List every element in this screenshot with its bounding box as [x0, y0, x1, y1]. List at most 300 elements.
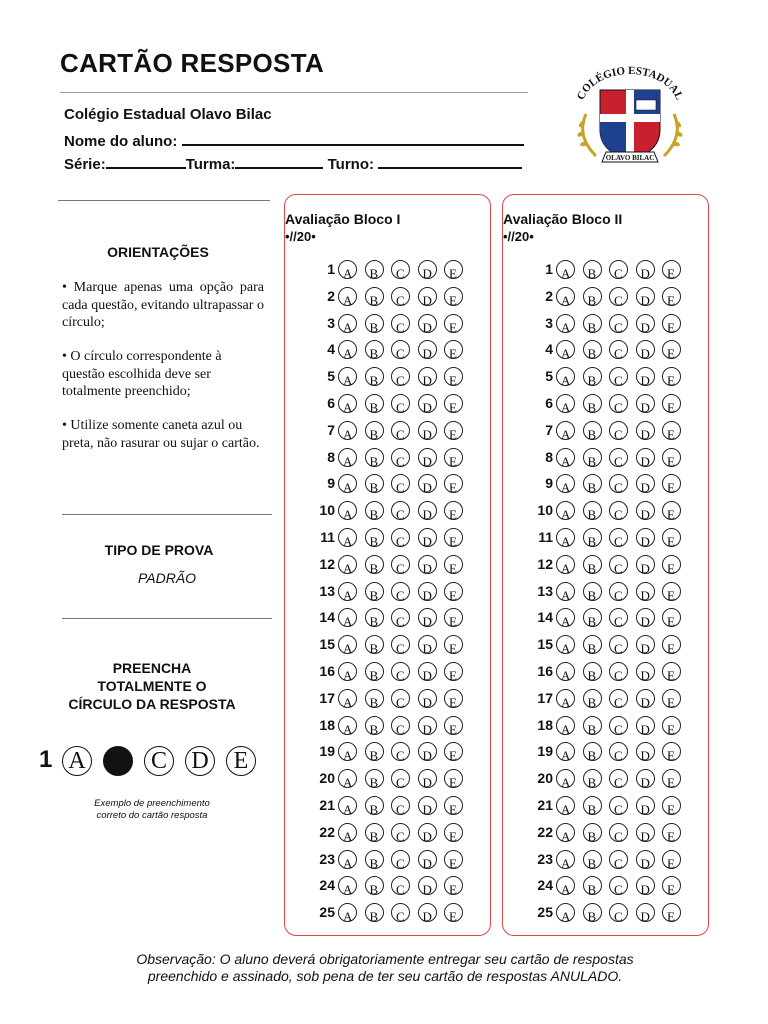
answer-bubble-c[interactable]: C: [391, 716, 410, 735]
answer-bubble-c[interactable]: C: [391, 823, 410, 842]
question-number: 2: [327, 287, 335, 304]
answer-bubble-e[interactable]: E: [662, 501, 681, 520]
answer-bubble-b[interactable]: B: [365, 474, 384, 493]
answer-bubble-e[interactable]: E: [444, 555, 463, 574]
answer-bubble-e[interactable]: E: [444, 689, 463, 708]
answer-bubble-b[interactable]: B: [583, 796, 602, 815]
answer-bubble-e[interactable]: E: [444, 823, 463, 842]
answer-bubble-d[interactable]: D: [418, 769, 437, 788]
answer-bubble-e[interactable]: E: [662, 287, 681, 306]
answer-bubble-e[interactable]: E: [444, 876, 463, 895]
answer-bubble-d[interactable]: D: [636, 555, 655, 574]
answer-bubble-c[interactable]: C: [391, 796, 410, 815]
answer-bubble-e[interactable]: E: [662, 474, 681, 493]
answer-bubble-b[interactable]: B: [583, 876, 602, 895]
answer-bubble-c[interactable]: C: [391, 421, 410, 440]
answer-bubble-b[interactable]: B: [365, 903, 384, 922]
answer-bubble-c[interactable]: C: [609, 823, 628, 842]
answer-bubble-a[interactable]: A: [338, 421, 357, 440]
question-row: [503, 847, 703, 871]
block-title: Avaliação Bloco I: [285, 211, 401, 227]
answer-bubble-c[interactable]: C: [391, 635, 410, 654]
question-row: [285, 391, 485, 415]
orientations-heading: ORIENTAÇÕES: [107, 244, 209, 260]
answer-bubble-c[interactable]: C: [391, 689, 410, 708]
answer-bubble-c[interactable]: C: [391, 769, 410, 788]
question-number: 13: [319, 582, 335, 599]
answer-bubble-b[interactable]: B: [583, 314, 602, 333]
answer-bubble-c[interactable]: C: [609, 608, 628, 627]
answer-bubble-a[interactable]: A: [556, 474, 575, 493]
answer-bubble-e[interactable]: E: [662, 367, 681, 386]
answer-bubble-d[interactable]: D: [418, 716, 437, 735]
answer-bubble-e[interactable]: E: [444, 769, 463, 788]
answer-bubble-e[interactable]: E: [444, 582, 463, 601]
answer-bubble-d[interactable]: D: [636, 421, 655, 440]
exam-type-heading: TIPO DE PROVA: [104, 542, 214, 558]
answer-bubble-d[interactable]: D: [418, 448, 437, 467]
answer-bubble-b[interactable]: B: [365, 608, 384, 627]
answer-bubble-b[interactable]: B: [365, 716, 384, 735]
answer-bubble-a[interactable]: A: [556, 689, 575, 708]
answer-bubble-a[interactable]: A: [556, 367, 575, 386]
answer-bubble-b[interactable]: B: [583, 689, 602, 708]
answer-bubble-d[interactable]: D: [418, 689, 437, 708]
answer-bubble-b[interactable]: B: [365, 501, 384, 520]
answer-bubble-b[interactable]: B: [365, 340, 384, 359]
answer-bubble-e[interactable]: E: [662, 260, 681, 279]
answer-bubble-b[interactable]: B: [583, 742, 602, 761]
answer-bubble-a[interactable]: A: [556, 260, 575, 279]
answer-bubble-c[interactable]: C: [609, 287, 628, 306]
answer-bubble-d[interactable]: D: [636, 340, 655, 359]
answer-bubble-b[interactable]: B: [365, 582, 384, 601]
answer-bubble-c[interactable]: C: [391, 662, 410, 681]
answer-bubble-e[interactable]: E: [444, 340, 463, 359]
answer-bubble-e[interactable]: E: [444, 287, 463, 306]
answer-bubble-a[interactable]: A: [556, 823, 575, 842]
answer-bubble-b[interactable]: B: [365, 823, 384, 842]
answer-bubble-d[interactable]: D: [418, 823, 437, 842]
answer-bubble-a[interactable]: A: [338, 394, 357, 413]
answer-bubble-c[interactable]: C: [391, 340, 410, 359]
answer-bubble-e[interactable]: E: [662, 716, 681, 735]
answer-bubble-a[interactable]: A: [338, 608, 357, 627]
answer-bubble-e[interactable]: E: [662, 394, 681, 413]
answer-bubble-c[interactable]: C: [609, 742, 628, 761]
answer-bubble-b[interactable]: B: [583, 608, 602, 627]
answer-bubble-d[interactable]: D: [636, 448, 655, 467]
answer-bubble-e[interactable]: E: [444, 260, 463, 279]
answer-bubble-b[interactable]: B: [365, 796, 384, 815]
answer-bubble-a[interactable]: A: [338, 742, 357, 761]
answer-bubble-c[interactable]: C: [609, 796, 628, 815]
answer-bubble-d[interactable]: D: [418, 367, 437, 386]
answer-bubble-d[interactable]: D: [636, 716, 655, 735]
answer-bubble-b[interactable]: B: [583, 555, 602, 574]
answer-bubble-b[interactable]: B: [365, 394, 384, 413]
answer-bubble-b[interactable]: B: [365, 742, 384, 761]
answer-bubble-c[interactable]: C: [609, 340, 628, 359]
answer-bubble-d[interactable]: D: [418, 742, 437, 761]
serie-field[interactable]: [106, 153, 186, 169]
answer-bubble-b[interactable]: B: [365, 662, 384, 681]
answer-bubble-d[interactable]: D: [636, 823, 655, 842]
answer-bubble-c[interactable]: C: [609, 850, 628, 869]
answer-bubble-a[interactable]: A: [338, 555, 357, 574]
answer-bubble-e[interactable]: E: [662, 528, 681, 547]
divider: [62, 618, 272, 619]
answer-bubble-e[interactable]: E: [444, 367, 463, 386]
answer-bubble-e[interactable]: E: [444, 608, 463, 627]
answer-bubble-e[interactable]: E: [662, 340, 681, 359]
answer-bubble-b[interactable]: B: [365, 876, 384, 895]
answer-bubble-d[interactable]: D: [636, 260, 655, 279]
answer-bubble-c[interactable]: C: [609, 662, 628, 681]
answer-bubble-d[interactable]: D: [418, 260, 437, 279]
answer-bubble-c[interactable]: C: [391, 367, 410, 386]
answer-bubble-b[interactable]: B: [365, 287, 384, 306]
question-row: [285, 793, 485, 817]
answer-bubble-a[interactable]: A: [556, 903, 575, 922]
answer-bubble-b[interactable]: B: [583, 501, 602, 520]
answer-bubble-a[interactable]: A: [556, 662, 575, 681]
answer-bubble-e[interactable]: E: [662, 689, 681, 708]
question-number: 12: [319, 555, 335, 572]
answer-bubble-c[interactable]: C: [609, 903, 628, 922]
answer-bubble-c[interactable]: C: [391, 608, 410, 627]
answer-bubble-e[interactable]: E: [662, 823, 681, 842]
answer-bubble-e[interactable]: E: [662, 314, 681, 333]
answer-bubble-a[interactable]: A: [338, 501, 357, 520]
answer-bubble-d[interactable]: D: [636, 635, 655, 654]
question-number: 8: [327, 448, 335, 465]
student-name-field[interactable]: [182, 130, 524, 146]
answer-bubble-a[interactable]: A: [556, 850, 575, 869]
answer-bubble-d[interactable]: D: [418, 582, 437, 601]
question-row: [285, 337, 485, 361]
answer-bubble-c[interactable]: C: [609, 876, 628, 895]
answer-bubble-c[interactable]: C: [391, 287, 410, 306]
answer-bubble-e[interactable]: E: [444, 903, 463, 922]
answer-bubble-d[interactable]: D: [636, 394, 655, 413]
answer-bubble-b[interactable]: B: [583, 367, 602, 386]
answer-bubble-d[interactable]: D: [636, 314, 655, 333]
answer-bubble-b[interactable]: B: [583, 394, 602, 413]
answer-bubble-b[interactable]: B: [365, 448, 384, 467]
question-row: [503, 766, 703, 790]
answer-bubble-b[interactable]: B: [583, 769, 602, 788]
answer-bubble-d[interactable]: D: [418, 876, 437, 895]
answer-bubble-e[interactable]: E: [662, 608, 681, 627]
answer-bubble-e[interactable]: E: [662, 635, 681, 654]
answer-bubble-a[interactable]: A: [556, 582, 575, 601]
answer-bubble-d[interactable]: D: [418, 903, 437, 922]
answer-bubble-d[interactable]: D: [636, 796, 655, 815]
answer-bubble-a[interactable]: A: [556, 635, 575, 654]
answer-bubble-c[interactable]: C: [391, 903, 410, 922]
answer-bubble-a[interactable]: A: [338, 823, 357, 842]
question-number: 11: [538, 529, 553, 545]
answer-bubble-a[interactable]: A: [338, 716, 357, 735]
answer-bubble-b[interactable]: B: [365, 635, 384, 654]
fill-instruction-line: PREENCHA: [112, 660, 192, 676]
answer-bubble-b[interactable]: B: [583, 287, 602, 306]
question-row: [503, 337, 703, 361]
answer-bubble-b[interactable]: B: [583, 340, 602, 359]
answer-bubble-b[interactable]: B: [365, 769, 384, 788]
answer-bubble-a[interactable]: A: [556, 501, 575, 520]
answer-bubble-a[interactable]: A: [556, 448, 575, 467]
answer-bubble-a[interactable]: A: [338, 796, 357, 815]
answer-bubble-e[interactable]: E: [662, 796, 681, 815]
answer-bubble-e[interactable]: E: [662, 850, 681, 869]
answer-bubble-d[interactable]: D: [636, 582, 655, 601]
answer-bubble-b[interactable]: B: [583, 903, 602, 922]
answer-bubble-c[interactable]: C: [391, 582, 410, 601]
answer-bubble-e[interactable]: E: [444, 662, 463, 681]
answer-bubble-c[interactable]: C: [391, 555, 410, 574]
answer-bubble-e[interactable]: E: [444, 528, 463, 547]
answer-bubble-d[interactable]: D: [418, 608, 437, 627]
answer-bubble-d[interactable]: D: [418, 474, 437, 493]
question-number: 20: [319, 770, 335, 787]
answer-bubble-d[interactable]: D: [418, 340, 437, 359]
answer-bubble-c[interactable]: C: [391, 394, 410, 413]
answer-bubble-a[interactable]: A: [556, 742, 575, 761]
answer-bubble-d[interactable]: D: [418, 287, 437, 306]
answer-bubble-c[interactable]: C: [391, 528, 410, 547]
answer-bubble-d[interactable]: D: [636, 742, 655, 761]
answer-bubble-b[interactable]: B: [365, 689, 384, 708]
answer-bubble-e[interactable]: E: [444, 314, 463, 333]
question-number: 24: [319, 877, 335, 894]
answer-bubble-a[interactable]: A: [556, 555, 575, 574]
answer-bubble-e[interactable]: E: [444, 850, 463, 869]
answer-bubble-d[interactable]: D: [636, 850, 655, 869]
answer-bubble-a[interactable]: A: [556, 421, 575, 440]
fill-example: [36, 742, 276, 782]
answer-bubble-a[interactable]: A: [338, 582, 357, 601]
question-number: 7: [545, 421, 553, 438]
answer-bubble-a[interactable]: A: [338, 850, 357, 869]
answer-bubble-a[interactable]: A: [338, 635, 357, 654]
answer-bubble-b[interactable]: B: [583, 850, 602, 869]
question-row: [285, 820, 485, 844]
answer-bubble-a[interactable]: A: [338, 528, 357, 547]
answer-bubble-e[interactable]: E: [662, 662, 681, 681]
answer-bubble-a[interactable]: A: [556, 608, 575, 627]
title-divider: [60, 92, 528, 93]
answer-bubble-a[interactable]: A: [556, 287, 575, 306]
answer-bubble-c[interactable]: C: [391, 448, 410, 467]
answer-bubble-c[interactable]: C: [609, 528, 628, 547]
answer-bubble-d[interactable]: D: [418, 528, 437, 547]
answer-bubble-e[interactable]: E: [662, 582, 681, 601]
answer-bubble-e[interactable]: E: [662, 742, 681, 761]
answer-bubble-d[interactable]: D: [418, 796, 437, 815]
question-number: 15: [319, 636, 335, 653]
answer-bubble-c[interactable]: C: [609, 689, 628, 708]
answer-bubble-b[interactable]: B: [583, 823, 602, 842]
answer-bubble-a[interactable]: A: [556, 314, 575, 333]
answer-bubble-c[interactable]: C: [609, 716, 628, 735]
question-number: 16: [537, 663, 553, 679]
answer-bubble-d[interactable]: D: [418, 314, 437, 333]
answer-bubble-a[interactable]: A: [338, 448, 357, 467]
answer-bubble-d[interactable]: D: [636, 287, 655, 306]
answer-bubble-c[interactable]: C: [609, 367, 628, 386]
answer-bubble-e[interactable]: E: [662, 555, 681, 574]
answer-bubble-d[interactable]: D: [418, 662, 437, 681]
answer-bubble-c[interactable]: C: [609, 555, 628, 574]
turno-field[interactable]: [378, 153, 522, 169]
question-row: [285, 284, 485, 308]
question-number: 13: [537, 582, 553, 599]
answer-bubble-c[interactable]: C: [609, 260, 628, 279]
answer-bubble-d[interactable]: D: [418, 850, 437, 869]
answer-bubble-a[interactable]: A: [556, 716, 575, 735]
question-number: 6: [545, 395, 553, 411]
answer-bubble-d[interactable]: D: [636, 876, 655, 895]
example-bubble-a: A: [62, 746, 92, 776]
question-number: 20: [537, 770, 553, 787]
answer-bubble-c[interactable]: C: [391, 474, 410, 493]
answer-bubble-b[interactable]: B: [583, 662, 602, 681]
answer-bubble-b[interactable]: B: [583, 582, 602, 601]
answer-bubble-a[interactable]: A: [556, 876, 575, 895]
answer-bubble-d[interactable]: D: [636, 903, 655, 922]
answer-bubble-a[interactable]: A: [338, 662, 357, 681]
example-question-number: 1: [39, 746, 53, 773]
question-row: [503, 498, 703, 522]
answer-bubble-a[interactable]: A: [338, 903, 357, 922]
answer-bubble-a[interactable]: A: [556, 528, 575, 547]
answer-bubble-a[interactable]: A: [556, 340, 575, 359]
answer-bubble-c[interactable]: C: [609, 394, 628, 413]
answer-bubble-a[interactable]: A: [338, 260, 357, 279]
question-row: [503, 418, 703, 442]
answer-bubble-b[interactable]: B: [365, 528, 384, 547]
answer-bubble-e[interactable]: E: [444, 394, 463, 413]
answer-bubble-d[interactable]: D: [636, 689, 655, 708]
answer-bubble-d[interactable]: D: [636, 528, 655, 547]
question-number: 19: [537, 743, 553, 760]
fill-instruction: [52, 659, 252, 713]
question-number: 10: [537, 502, 553, 519]
answer-bubble-c[interactable]: C: [609, 314, 628, 333]
answer-bubble-b[interactable]: B: [365, 421, 384, 440]
answer-bubble-d[interactable]: D: [636, 367, 655, 386]
question-row: [285, 418, 485, 442]
question-number: 6: [327, 395, 335, 411]
answer-bubble-b[interactable]: B: [365, 850, 384, 869]
answer-bubble-c[interactable]: C: [609, 635, 628, 654]
answer-bubble-a[interactable]: A: [338, 876, 357, 895]
answer-bubble-d[interactable]: D: [636, 608, 655, 627]
answer-bubble-e[interactable]: E: [444, 474, 463, 493]
answer-bubble-e[interactable]: E: [444, 448, 463, 467]
answer-bubble-e[interactable]: E: [444, 742, 463, 761]
answer-bubble-c[interactable]: C: [609, 421, 628, 440]
answer-bubble-a[interactable]: A: [556, 769, 575, 788]
answer-bubble-c[interactable]: C: [391, 314, 410, 333]
answer-bubble-d[interactable]: D: [418, 635, 437, 654]
answer-bubble-b[interactable]: B: [583, 635, 602, 654]
answer-bubble-d[interactable]: D: [636, 474, 655, 493]
answer-bubble-c[interactable]: C: [609, 582, 628, 601]
answer-bubble-a[interactable]: A: [338, 340, 357, 359]
answer-bubble-e[interactable]: E: [444, 421, 463, 440]
answer-bubble-d[interactable]: D: [636, 662, 655, 681]
turma-field[interactable]: [235, 153, 323, 169]
answer-bubble-a[interactable]: A: [338, 474, 357, 493]
answer-bubble-e[interactable]: E: [662, 903, 681, 922]
answer-bubble-c[interactable]: C: [391, 501, 410, 520]
answer-bubble-e[interactable]: E: [662, 421, 681, 440]
answer-bubble-d[interactable]: D: [418, 501, 437, 520]
answer-bubble-e[interactable]: E: [662, 448, 681, 467]
answer-bubble-c[interactable]: C: [391, 876, 410, 895]
answer-bubble-c[interactable]: C: [391, 850, 410, 869]
answer-bubble-b[interactable]: B: [583, 474, 602, 493]
question-row: [285, 471, 485, 495]
answer-bubble-b[interactable]: B: [365, 555, 384, 574]
answer-bubble-c[interactable]: C: [391, 742, 410, 761]
answer-bubble-a[interactable]: A: [338, 287, 357, 306]
answer-bubble-c[interactable]: C: [609, 501, 628, 520]
answer-bubble-e[interactable]: E: [662, 769, 681, 788]
answer-bubble-a[interactable]: A: [338, 367, 357, 386]
question-row: [285, 847, 485, 871]
example-caption: [62, 798, 242, 822]
answer-bubble-c[interactable]: C: [391, 260, 410, 279]
answer-bubble-b[interactable]: B: [365, 314, 384, 333]
question-row: [285, 605, 485, 629]
answer-bubble-d[interactable]: D: [418, 394, 437, 413]
answer-bubble-b[interactable]: B: [583, 421, 602, 440]
answer-bubble-a[interactable]: A: [556, 394, 575, 413]
answer-bubble-c[interactable]: C: [609, 474, 628, 493]
answer-bubble-e[interactable]: E: [662, 876, 681, 895]
question-number: 5: [327, 368, 335, 385]
answer-bubble-d[interactable]: D: [418, 555, 437, 574]
answer-bubble-c[interactable]: C: [609, 448, 628, 467]
answer-bubble-e[interactable]: E: [444, 796, 463, 815]
answer-bubble-a[interactable]: A: [338, 769, 357, 788]
answer-bubble-a[interactable]: A: [338, 314, 357, 333]
question-number: 14: [537, 609, 553, 626]
answer-bubble-a[interactable]: A: [338, 689, 357, 708]
example-caption-line: Exemplo de preenchimento: [94, 798, 210, 809]
answer-bubble-d[interactable]: D: [418, 421, 437, 440]
answer-bubble-d[interactable]: D: [636, 501, 655, 520]
answer-bubble-e[interactable]: E: [444, 716, 463, 735]
answer-bubble-b[interactable]: B: [583, 448, 602, 467]
answer-bubble-b[interactable]: B: [583, 528, 602, 547]
answer-bubble-b[interactable]: B: [583, 260, 602, 279]
question-number: 19: [319, 743, 335, 760]
answer-bubble-e[interactable]: E: [444, 501, 463, 520]
answer-bubble-b[interactable]: B: [583, 716, 602, 735]
answer-bubble-b[interactable]: B: [365, 367, 384, 386]
answer-bubble-c[interactable]: C: [609, 769, 628, 788]
question-number: 3: [545, 314, 553, 331]
answer-bubble-e[interactable]: E: [444, 635, 463, 654]
answer-bubble-b[interactable]: B: [365, 260, 384, 279]
answer-bubble-d[interactable]: D: [636, 769, 655, 788]
answer-bubble-a[interactable]: A: [556, 796, 575, 815]
